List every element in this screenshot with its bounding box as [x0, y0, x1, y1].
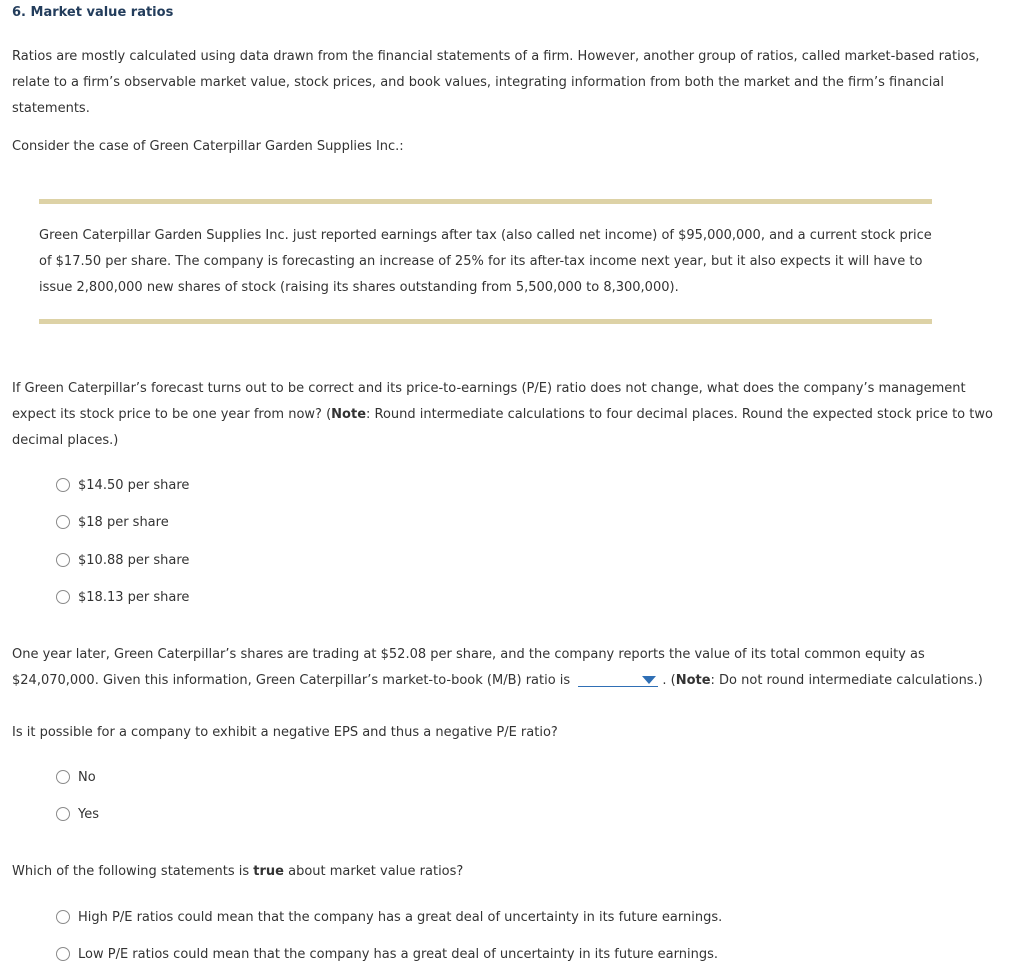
q1-option-4-label: $18.13 per share [78, 589, 190, 605]
q1-option-1[interactable] [56, 476, 189, 494]
question-1-text [12, 376, 1012, 454]
q4-option-2[interactable] [56, 945, 718, 963]
q1-option-4[interactable] [56, 588, 189, 606]
q4-text-before: Which of the following statements is [12, 864, 254, 879]
q1-text-before-note: If Green Caterpillar’s forecast turns out to be correct and its price-to-earnings (P/E) ratio does not change, what does the company’s management expect its stock price to be one year from now? ( [12, 381, 966, 422]
radio-button[interactable] [56, 947, 70, 961]
q1-option-1-label: $14.50 per share [78, 477, 190, 493]
chevron-down-icon[interactable] [642, 676, 656, 684]
case-bottom-divider [39, 319, 932, 324]
q1-note-label: Note [331, 407, 367, 422]
q4-bold-word: true [253, 864, 284, 879]
q1-option-3[interactable] [56, 551, 189, 569]
question-4-text [12, 859, 1012, 885]
radio-button[interactable] [56, 478, 70, 492]
q2-text-after-pre: . ( [662, 673, 676, 688]
q4-option-1-label: High P/E ratios could mean that the company has a great deal of uncertainty in its future earnings. [78, 909, 723, 925]
mb-ratio-dropdown[interactable] [578, 672, 658, 687]
radio-button[interactable] [56, 553, 70, 567]
section-title: 6. Market value ratios [12, 5, 174, 20]
question-2-text [12, 642, 1012, 694]
q1-option-2-label: $18 per share [78, 514, 169, 530]
q4-option-2-label: Low P/E ratios could mean that the company has a great deal of uncertainty in its future earnings. [78, 946, 718, 962]
q3-option-yes[interactable] [56, 805, 99, 823]
radio-button[interactable] [56, 590, 70, 604]
case-top-divider [39, 199, 932, 204]
question-3-text: Is it possible for a company to exhibit a negative EPS and thus a negative P/E ratio? [12, 725, 558, 740]
q3-option-yes-label: Yes [78, 806, 99, 822]
q3-option-no-label: No [78, 769, 96, 785]
radio-button[interactable] [56, 515, 70, 529]
q1-option-3-label: $10.88 per share [78, 552, 190, 568]
q4-text-after: about market value ratios? [283, 864, 464, 879]
intro-paragraph: Ratios are mostly calculated using data drawn from the financial statements of a firm. However, another group of ratios, called market-based ratios, relate to a firm’s observable market value, stock prices, and book values, integrating information from both the market and the firm’s financial statements. [12, 49, 980, 116]
q2-text-before: One year later, Green Caterpillar’s shares are trading at $52.08 per share, and the company reports the value of its total common equity as $24,070,000. Given this information, Green Caterpillar’s market-to-book (M/B) ratio is [12, 647, 925, 688]
q1-text-after-note: : Round intermediate calculations to four decimal places. Round the expected stock price to two decimal places.) [12, 407, 993, 448]
radio-button[interactable] [56, 770, 70, 784]
radio-button[interactable] [56, 910, 70, 924]
q3-option-no[interactable] [56, 768, 96, 786]
q2-note-label: Note [675, 673, 711, 688]
case-paragraph: Green Caterpillar Garden Supplies Inc. just reported earnings after tax (also called net income) of $95,000,000, and a current stock price of $17.50 per share. The company is forecasting an increase of 25% for its after-tax income next year, but it also expects it will have to issue 2,800,000 new shares of stock (raising its shares outstanding from 5,500,000 to 8,300,000). [39, 228, 932, 295]
q1-option-2[interactable] [56, 513, 169, 531]
q4-option-1[interactable] [56, 908, 722, 926]
q2-text-after-note: : Do not round intermediate calculations.) [710, 673, 983, 688]
radio-button[interactable] [56, 807, 70, 821]
consider-text: Consider the case of Green Caterpillar Garden Supplies Inc.: [12, 139, 404, 154]
